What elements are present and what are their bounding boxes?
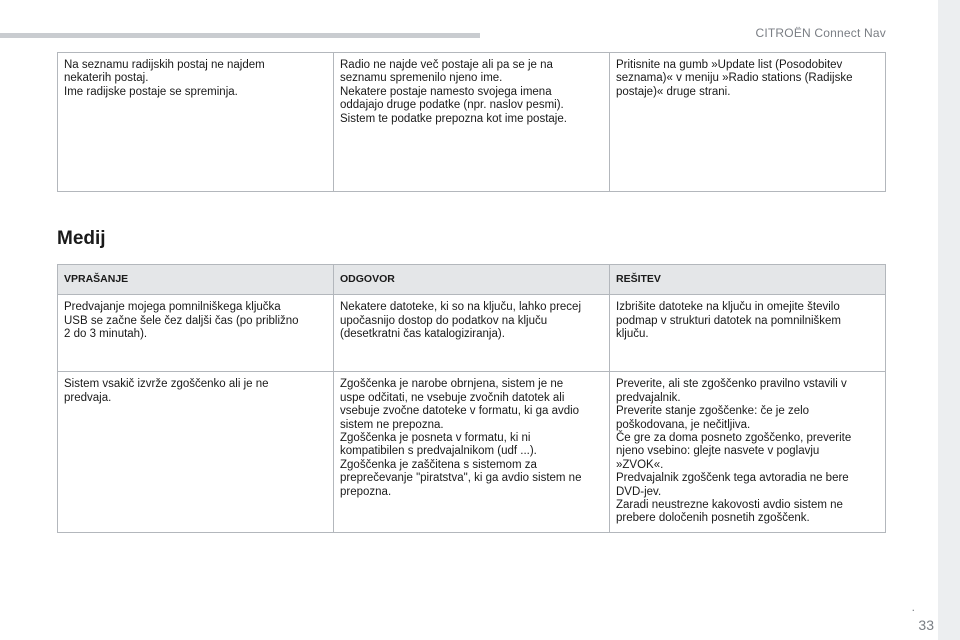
table-row xyxy=(58,372,886,532)
header-rule xyxy=(0,33,480,38)
question-cell: Na seznamu radijskih postaj ne najdem nekaterih postaj. Ime radijske postaje se spreminja. xyxy=(58,53,334,192)
question-cell: Predvajanje mojega pomnilniškega ključka USB se začne šele čez daljši čas (po približno 2 do 3 minutah). xyxy=(58,295,334,372)
page-number: 33 xyxy=(918,617,934,633)
column-header-solution: REŠITEV xyxy=(610,265,886,295)
radio-troubleshooting-table xyxy=(57,52,886,192)
table-row xyxy=(58,53,886,192)
footer-dot: . xyxy=(911,600,915,614)
solution-cell: Izbrišite datoteke na ključu in omejite število podmap v strukturi datotek na pomnilniškem ključu. xyxy=(610,295,886,372)
column-header-question: VPRAŠANJE xyxy=(58,265,334,295)
table-row xyxy=(58,295,886,372)
media-troubleshooting-table xyxy=(57,264,886,533)
answer-cell: Nekatere datoteke, ki so na ključu, lahko precej upočasnijo dostop do podatkov na ključu (desetkratni čas katalogiziranja). xyxy=(334,295,610,372)
solution-cell: Preverite, ali ste zgoščenko pravilno vstavili v predvajalnik. Preverite stanje zgoščenke: če je zelo poškodovana, je nečitljiva. Če gre za doma posneto zgoščenko, preverite njeno vsebino: glejte nasvete v poglavju »ZVOK«. Predvajalnik zgoščenk tega avtoradia ne bere DVD-jev. Zaradi neustrezne kakovosti avdio sistem ne prebere določenih posnetih zgoščenk. xyxy=(610,372,886,532)
table-header-row xyxy=(58,265,886,295)
solution-cell: Pritisnite na gumb »Update list (Posodobitev seznama)« v meniju »Radio stations (Radijske postaje)« druge strani. xyxy=(610,53,886,192)
brand-title: CITROËN Connect Nav xyxy=(755,26,886,40)
question-cell: Sistem vsakič izvrže zgoščenko ali je ne predvaja. xyxy=(58,372,334,532)
answer-cell: Radio ne najde več postaje ali pa se je na seznamu spremenilo njeno ime. Nekatere postaje namesto svojega imena oddajajo druge podatke (npr. naslov pesmi). Sistem te podatke prepozna kot ime postaje. xyxy=(334,53,610,192)
page-side-band xyxy=(938,0,960,640)
column-header-answer: ODGOVOR xyxy=(334,265,610,295)
answer-cell: Zgoščenka je narobe obrnjena, sistem je ne uspe odčitati, ne vsebuje zvočnih datotek ali vsebuje zvočne datoteke v formatu, ki ga avdio sistem ne prepozna. Zgoščenka je posneta v formatu, ki ni kompatibilen s predvajalnikom (udf ...). Zgoščenka je zaščitena s sistemom za preprečevanje "piratstva", ki ga avdio sistem ne prepozna. xyxy=(334,372,610,532)
section-heading: Medij xyxy=(57,228,106,249)
